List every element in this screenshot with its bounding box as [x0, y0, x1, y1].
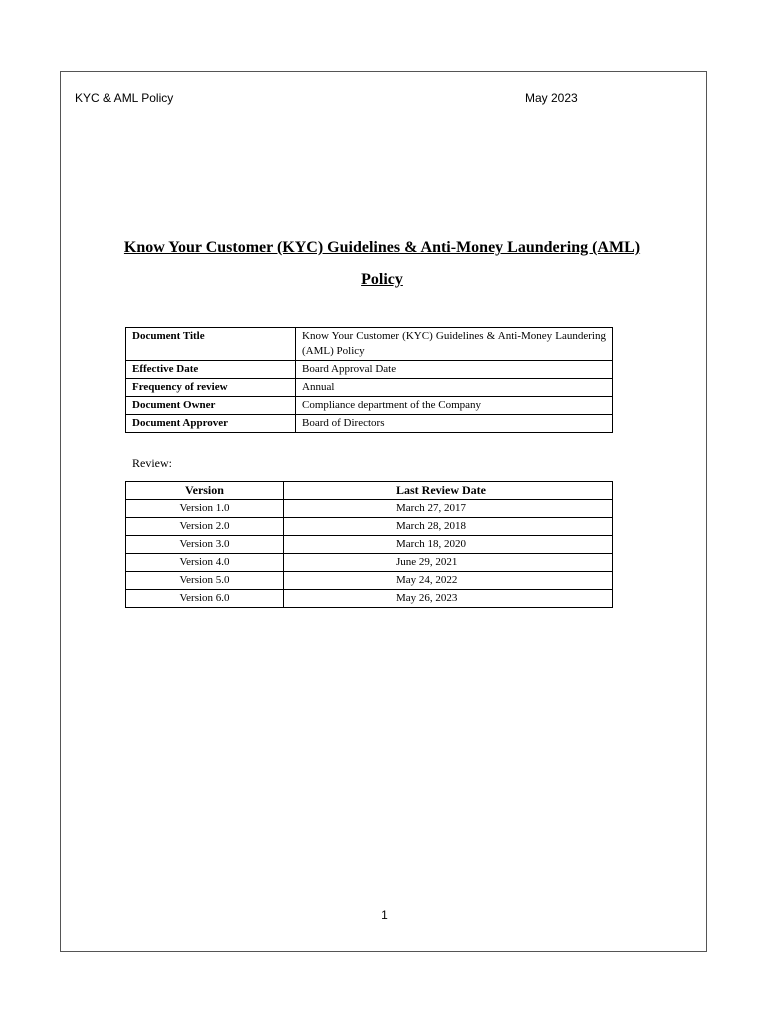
table-row: [126, 328, 613, 361]
column-header-date: [284, 482, 613, 500]
table-row: [126, 590, 613, 608]
info-key: Document Approver: [126, 415, 296, 433]
version-cell: Version 6.0: [126, 590, 284, 608]
version-cell: Version 5.0: [126, 572, 284, 590]
header-title: KYC & AML Policy: [75, 91, 174, 105]
document-page: [60, 71, 707, 952]
column-header-version: Version: [126, 482, 284, 500]
info-key: Document Owner: [126, 397, 296, 415]
date-cell: March 18, 2020: [284, 536, 613, 554]
page-title: [91, 232, 673, 296]
table-row: [126, 397, 613, 415]
page-number: 1: [381, 908, 388, 922]
version-cell: Version 4.0: [126, 554, 284, 572]
date-cell: March 27, 2017: [284, 500, 613, 518]
info-value: Board Approval Date: [296, 361, 613, 379]
table-row: [126, 536, 613, 554]
info-value: Compliance department of the Company: [296, 397, 613, 415]
info-key: Document Title: [126, 328, 296, 361]
date-cell: March 28, 2018: [284, 518, 613, 536]
table-header-row: [126, 482, 613, 500]
column-header-date-label: Last Review Date: [396, 483, 486, 497]
info-value: Annual: [296, 379, 613, 397]
header-date: May 2023: [525, 91, 578, 105]
info-value: Board of Directors: [296, 415, 613, 433]
info-key: Frequency of review: [126, 379, 296, 397]
version-cell: Version 3.0: [126, 536, 284, 554]
version-cell: Version 2.0: [126, 518, 284, 536]
table-row: [126, 572, 613, 590]
info-key: Effective Date: [126, 361, 296, 379]
date-cell: June 29, 2021: [284, 554, 613, 572]
title-line-2: Policy: [361, 271, 403, 288]
table-row: [126, 379, 613, 397]
table-row: [126, 415, 613, 433]
table-row: [126, 361, 613, 379]
table-row: [126, 554, 613, 572]
document-info-table: [125, 327, 613, 433]
info-value: Know Your Customer (KYC) Guidelines & Anti-Money Laundering (AML) Policy: [296, 328, 613, 361]
table-row: [126, 500, 613, 518]
date-cell: May 24, 2022: [284, 572, 613, 590]
review-table: [125, 481, 613, 608]
title-line-1: Know Your Customer (KYC) Guidelines & Anti-Money Laundering (AML): [123, 239, 641, 256]
version-cell: Version 1.0: [126, 500, 284, 518]
review-label: Review:: [132, 456, 172, 470]
date-cell: May 26, 2023: [284, 590, 613, 608]
table-row: [126, 518, 613, 536]
